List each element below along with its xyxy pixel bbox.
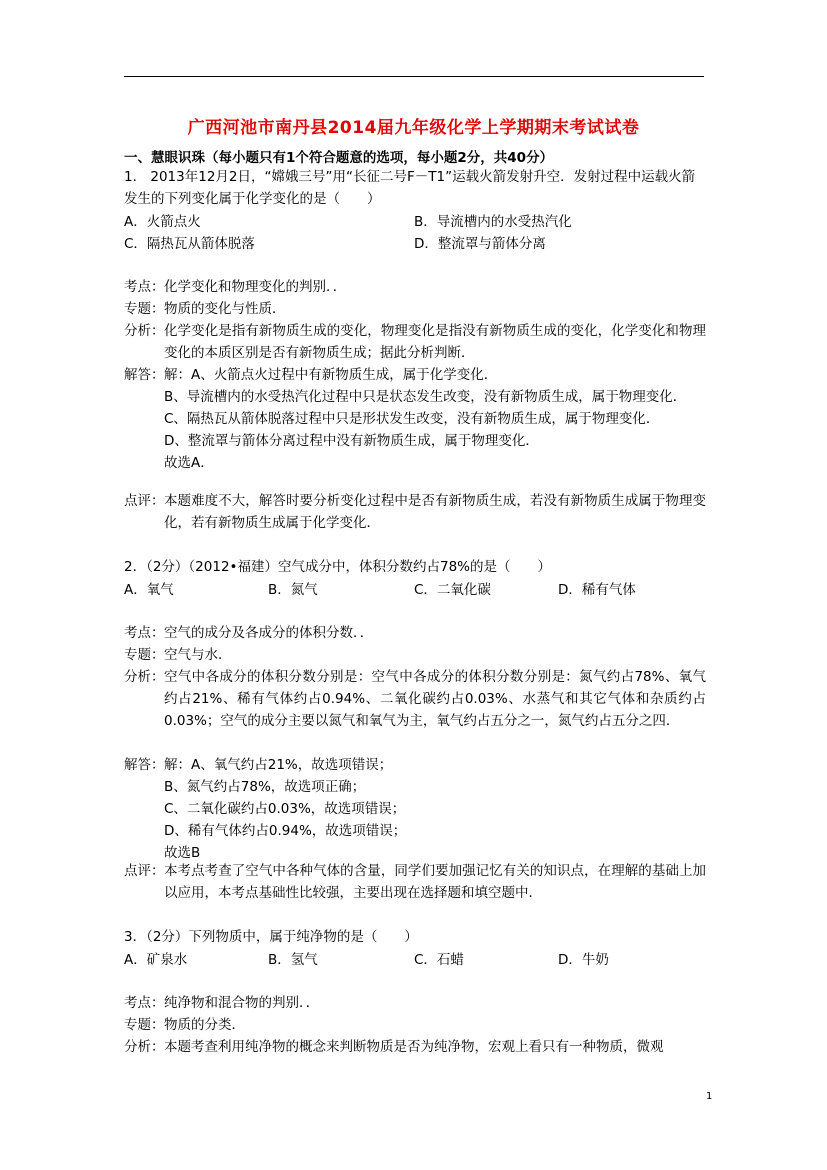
option-a: A．氧气 bbox=[124, 582, 174, 598]
jieda-line: D、稀有气体约占0.94%，故选项错误； bbox=[164, 823, 407, 839]
fenxi-text: 化学变化是指有新物质生成的变化，物理变化是指没有新物质生成的变化，化学变化和物理变化的本质区别是否有新物质生成；据此分析判断． bbox=[164, 323, 706, 361]
option-d: D．牛奶 bbox=[558, 952, 609, 968]
option-b: B．氢气 bbox=[268, 952, 318, 968]
option-c: C．二氧化碳 bbox=[414, 582, 491, 598]
kaodian-label: 考点： bbox=[124, 995, 165, 1011]
dianping-text: 本考点考查了空气中各种气体的含量，同学们要加强记忆有关的知识点，在理解的基础上加以应用，本考点基础性比较强，主要出现在选择题和填空题中． bbox=[164, 863, 706, 901]
jieda-line: 故选A． bbox=[164, 455, 214, 471]
jieda-line: 故选B bbox=[164, 845, 201, 861]
question-3-options bbox=[124, 948, 704, 970]
option-c: C．隔热瓦从箭体脱落 bbox=[124, 236, 255, 252]
jieda-line: 解：A、火箭点火过程中有新物质生成，属于化学变化． bbox=[164, 367, 498, 383]
zhuanti-text: 空气与水． bbox=[164, 647, 232, 663]
question-2-stem: 2．（2分）（2012•福建）空气成分中，体积分数约占78%的是（ ） bbox=[124, 559, 552, 575]
question-1-stem: 1． 2013年12月2日，“嫦娥三号”用“长征二号F－T1”运载火箭发射升空．发射过程中运载火箭发生的下列变化属于化学变化的是（ ） bbox=[124, 169, 696, 207]
option-b: B．氮气 bbox=[268, 582, 318, 598]
jieda-line: D、整流罩与箭体分离过程中没有新物质生成，属于物理变化． bbox=[164, 433, 539, 449]
kaodian-text: 空气的成分及各成分的体积分数．． bbox=[164, 625, 374, 641]
zhuanti-label: 专题： bbox=[124, 647, 165, 663]
fenxi-text: 本题考查利用纯净物的概念来判断物质是否为纯净物，宏观上看只有一种物质，微观 bbox=[164, 1039, 664, 1055]
zhuanti-text: 物质的变化与性质． bbox=[164, 301, 286, 317]
fenxi-label: 分析： bbox=[124, 669, 165, 685]
header-rule bbox=[124, 76, 704, 77]
zhuanti-label: 专题： bbox=[124, 1017, 165, 1033]
option-a: A．火箭点火 bbox=[124, 214, 201, 230]
option-c: C．石蜡 bbox=[414, 952, 464, 968]
question-3-stem: 3．（2分）下列物质中，属于纯净物的是（ ） bbox=[124, 929, 418, 945]
jieda-line: C、二氧化碳约占0.03%，故选项错误； bbox=[164, 801, 406, 817]
fenxi-label: 分析： bbox=[124, 1039, 165, 1055]
jieda-line: C、隔热瓦从箭体脱落过程中只是形状发生改变，没有新物质生成，属于物理变化． bbox=[164, 411, 660, 427]
dianping-text: 本题难度不大，解答时要分析变化过程中是否有新物质生成，若没有新物质生成属于物理变化，若有新物质生成属于化学变化． bbox=[164, 493, 706, 531]
kaodian-label: 考点： bbox=[124, 279, 165, 295]
option-a: A．矿泉水 bbox=[124, 952, 188, 968]
jieda-label: 解答： bbox=[124, 757, 165, 773]
kaodian-label: 考点： bbox=[124, 625, 165, 641]
question-2-options bbox=[124, 578, 704, 600]
zhuanti-label: 专题： bbox=[124, 301, 165, 317]
section-heading: 一、慧眼识珠（每小题只有1个符合题意的选项，每小题2分，共40分） bbox=[124, 150, 554, 166]
page-number: 1 bbox=[706, 1091, 713, 1102]
fenxi-text: 空气中各成分的体积分数分别是：空气中各成分的体积分数分别是：氮气约占78%、氧气约占21%、稀有气体约占0.94%、二氧化碳约占0.03%、水蒸气和其它气体和杂质约占0.03%；空气的成分主要以氮气和氧气为主，氧气约占五分之一，氮气约占五分之四． bbox=[164, 669, 706, 729]
document-title: 广西河池市南丹县2014届九年级化学上学期期末考试试卷 bbox=[187, 118, 640, 138]
jieda-label: 解答： bbox=[124, 367, 165, 383]
jieda-line: B、氮气约占78%，故选项正确； bbox=[164, 779, 366, 795]
option-b: B．导流槽内的水受热汽化 bbox=[414, 214, 572, 230]
fenxi-label: 分析： bbox=[124, 323, 165, 339]
jieda-line: 解：A、氧气约占21%，故选项错误； bbox=[164, 757, 393, 773]
kaodian-text: 化学变化和物理变化的判别．． bbox=[164, 279, 347, 295]
kaodian-text: 纯净物和混合物的判别．． bbox=[164, 995, 320, 1011]
question-1-options-row2 bbox=[124, 232, 704, 254]
jieda-line: B、导流槽内的水受热汽化过程中只是状态发生改变，没有新物质生成，属于物理变化． bbox=[164, 389, 687, 405]
option-d: D．稀有气体 bbox=[558, 582, 636, 598]
dianping-label: 点评： bbox=[124, 493, 165, 509]
zhuanti-text: 物质的分类． bbox=[164, 1017, 245, 1033]
option-d: D．整流罩与箭体分离 bbox=[414, 236, 546, 252]
dianping-label: 点评： bbox=[124, 863, 165, 879]
question-1-options-row1 bbox=[124, 210, 704, 232]
